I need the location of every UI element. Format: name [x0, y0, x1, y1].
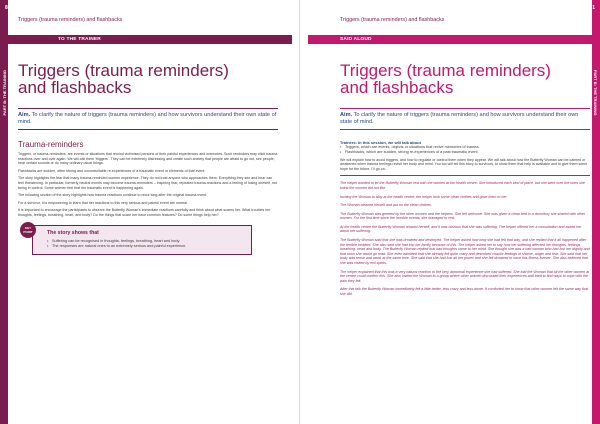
paragraph: The story highlights the fear that many trauma-reminded women experience. They do not trust anyone who approaches them. Everything they see and hear can feel threatening. In particular, formerly neutral events may become trauma-reminders – inspiring fear, repeated trauma-reactions and a feeling of losing oneself, not being in control. Some women feel that the traumatic event is happening again.: [18, 176, 277, 190]
trainer-label: Trainers: In this session, we will talk about: [340, 140, 421, 145]
left-band-label: TO THE TRAINER: [58, 37, 101, 42]
left-section-band: [0, 35, 292, 44]
right-content: [340, 62, 590, 301]
trainer-list: [340, 145, 590, 156]
section-heading: Trauma-reminders: [18, 140, 84, 149]
right-page: [300, 0, 600, 424]
trainer-item: • Triggers, which are events, objects or situations that revive memories of trauma.: [340, 145, 590, 150]
left-running-head: Triggers (trauma reminders) and flashbacks: [18, 17, 123, 23]
right-side-tab: [592, 0, 600, 424]
story-paragraph: The Butterfly Woman was greeted by the other women and the helpers. She felt welcome. She was given a clean bed in a dormitory she shared with other women. For the first time since the horrible events, she managed to rest.: [340, 211, 586, 221]
right-running-head: Triggers (trauma reminders) and flashbacks: [340, 17, 445, 23]
paragraph: It is important to encourage the participants to observe the Butterfly Woman’s immediate reactions carefully and think about what scares her. What troubles her thoughts, feelings, breathing, heart, and body? Do the things that scare her have common features? Do some things help her?: [18, 208, 271, 217]
left-side-tab: [0, 0, 8, 424]
story-paragraph: The helper explained that this was a very natural reaction to the very abnormal experience she had suffered. She told the Woman that all the other women at the centre could confirm this. She also invited the Woman to a group where other women discussed their experiences and tried to find ways to cope with the pain they felt.: [340, 269, 590, 283]
story-paragraph: The Butterfly Woman said that she was drowned and destroyed. The helper asked how long she had felt that way, and she replied that it all happened after the terrible incident. She also said she had lost her family because of this. The helper asked her to say how her suffering affected her thoughts, feelings, breathing, heart and body. The Butterfly Woman replied that bad thoughts came to her mind. She thought she was a bad woman who had lost her dignity and that soon she would go mad. She even admitted that she already felt quite crazy and described chaotic feelings of shame, anger and fear. She said that her body was tense and weak at the same time. She said that she had lost all her power and she felt drowned to have this illness forever. She also believed that she was visited by evil spirits.: [340, 238, 590, 266]
right-aim-text: To clarify the nature of triggers (trauma reminders) and how survivors understand their own state of mind.: [340, 112, 579, 125]
callout-title: The story shows that: [47, 229, 99, 236]
right-page-number: 81: [589, 5, 595, 11]
story-paragraph: The Woman cleaned herself and put on the clean clothes.: [340, 203, 432, 208]
callout-list: [47, 239, 245, 250]
right-aim-box: [340, 108, 590, 130]
paragraph: For a survivor, it is empowering to learn that her reactions to this very serious and painful event are normal.: [18, 200, 188, 205]
right-section-band: [308, 35, 600, 44]
trainer-box: [340, 140, 590, 176]
right-page-title: [340, 62, 590, 96]
story-paragraph: The helper wanted to let the Butterfly Woman rest with the women at the health centre. She introduced each kind of place, but she went over the ones she knew the women did not like.: [340, 181, 585, 190]
key-point-callout: [23, 225, 252, 255]
right-aim-label: Aim.: [340, 112, 353, 118]
left-side-tab-text: PART B: THE TRAINING: [2, 70, 7, 116]
key-point-badge: KEY POINT: [20, 222, 36, 238]
trainer-text: We will explain how to avoid triggers, and how to regulate or control them when they appear. We will talk about how the Butterfly Woman can be calmed or awakened when trauma feelings revisit her body and mind. You too will tell this story to survivors, to show them that help is available and to give them some hope for the future. I’ll go on.: [340, 157, 588, 171]
left-page-title: [18, 62, 278, 96]
left-title-line2: and flashbacks: [18, 78, 132, 97]
left-page-number: 80: [5, 5, 11, 11]
paragraph: The following section of the story highlights how trauma reactions continue to recur long after the original trauma event.: [18, 193, 208, 198]
story-paragraph: After this talk the Butterfly Woman immediately felt a little better, less crazy and less alone. It comforted her to know that other women felt the same way that she did.: [340, 287, 589, 296]
right-band-label: SAID ALOUD: [340, 37, 372, 42]
paragraph: Flashbacks are sudden, often strong and uncontrollable re-experiences of a traumatic event or elements of that event.: [18, 168, 206, 173]
callout-item: • Suffering can be recognised in thoughts, feelings, breathing, heart and body.: [47, 239, 245, 245]
right-side-tab-text: PART B: THE TRAINING: [593, 70, 598, 116]
left-content: [18, 62, 278, 255]
story-paragraph: Inviting the Woman to stay at the health centre, the helper took some clean clothes and gave them to her.: [340, 194, 508, 199]
right-title-line1: Triggers (trauma reminders): [340, 61, 551, 80]
left-title-line1: Triggers (trauma reminders): [18, 61, 229, 80]
left-aim-text: To clarify the nature of triggers (trauma reminders) and how survivors understand their own state of mind.: [18, 112, 277, 125]
paragraph: Triggers, or trauma-reminders, are events or situations that remind victimised persons of their painful experiences and memories. Such reminders may elicit trauma reactions over and over again. We will call them ‘triggers’. They can be extremely distressing and create such anxiety that people are afraid to go out, see people, hear certain sounds or do many ordinary usual things.: [18, 152, 278, 166]
right-title-line2: and flashbacks: [340, 78, 454, 97]
left-aim-box: [18, 108, 278, 130]
story-paragraph: At the health centre the Butterfly Woman relaxed herself, and it was obvious that she was suffering. The helper offered her a consultation and asked her about her suffering.: [340, 224, 582, 234]
left-aim-label: Aim.: [18, 112, 31, 118]
callout-item: • The responses are natural ones to an extremely serious and painful experience.: [47, 244, 245, 250]
trainer-item: • Flashbacks, which are sudden, strong re-experiences of a past traumatic event.: [340, 150, 590, 155]
